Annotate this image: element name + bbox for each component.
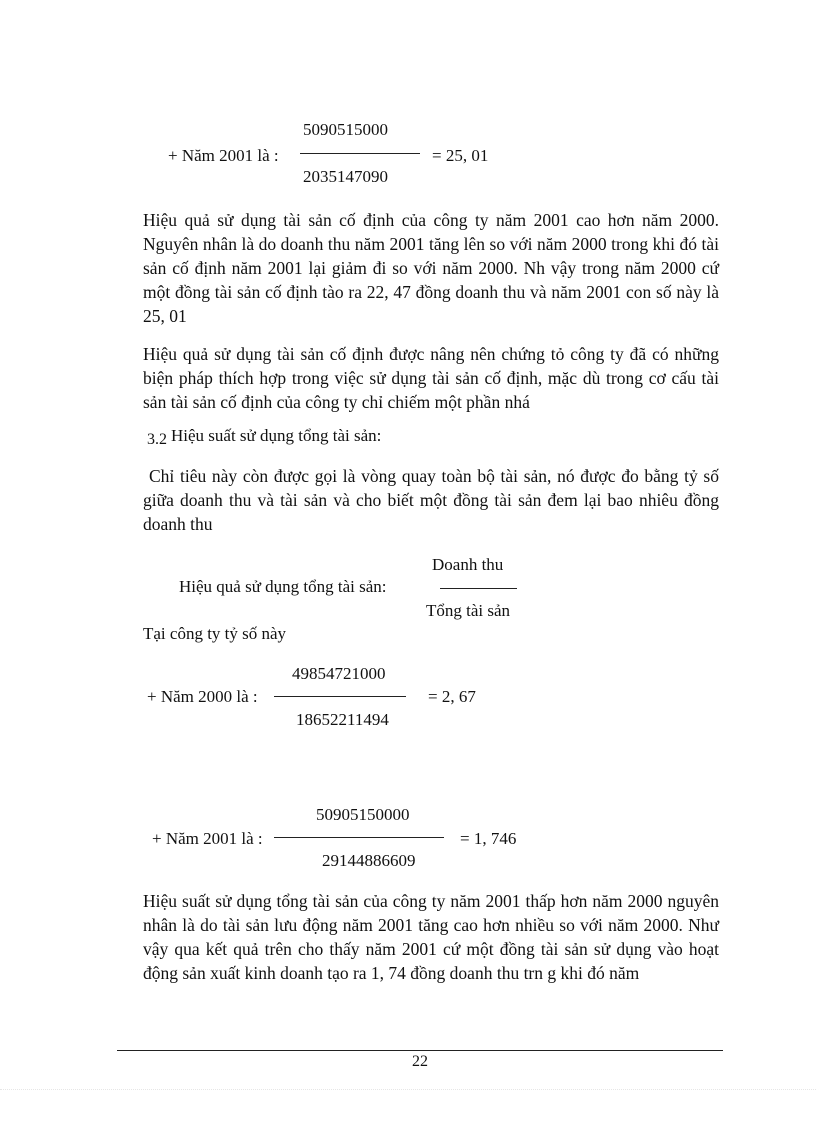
section-number: 3.2 <box>147 431 167 448</box>
formula-label: + Năm 2001 là : <box>168 146 279 165</box>
formula-denominator: 18652211494 <box>296 710 389 729</box>
formula-numerator: 50905150000 <box>316 805 410 824</box>
paragraph-fixed-asset-conclusion: Hiệu quả sử dụng tài sản cố định được nâng nên chứng tỏ công ty đã có những biện pháp thích hợp trong việc sử dụng tài sản cố định, mặc dù trong cơ cấu tài sản tài sản cố định của công ty chỉ chiếm một phần nhá <box>143 344 719 412</box>
fraction-bar <box>274 696 406 697</box>
formula-numerator: 49854721000 <box>292 664 386 683</box>
formula-numerator: Doanh thu <box>432 555 504 574</box>
fraction-bar <box>300 153 420 154</box>
formula-result: = 2, 67 <box>428 687 476 706</box>
section-title: Hiệu suất sử dụng tổng tài sản: <box>171 426 382 445</box>
paragraph-fixed-asset-analysis: Hiệu quả sử dụng tài sản cố định của công ty năm 2001 cao hơn năm 2000. Nguyên nhân là do doanh thu năm 2001 tăng lên so với năm 2000 trong khi đó tài sản cố định năm 2001 lại giảm đi so với năm 2000. Nh vậy trong năm 2000 cứ một đồng tài sản cố định tào ra 22, 47 đồng doanh thu và năm 2001 con số này là 25, 01 <box>143 210 719 326</box>
footer-rule <box>117 1050 723 1051</box>
intro-line: Tại công ty tỷ số này <box>143 624 287 643</box>
formula-label: + Năm 2000 là : <box>147 687 258 706</box>
formula-label: Hiệu quả sử dụng tổng tài sản: <box>179 577 387 596</box>
paragraph-total-asset-definition: Chỉ tiêu này còn được gọi là vòng quay toàn bộ tài sản, nó được đo bằng tỷ số giữa doanh thu và tài sản và cho biết một đồng tài sản đem lại bao nhiêu đồng doanh thu <box>143 466 719 534</box>
section-heading <box>147 426 381 446</box>
page-edge-dots <box>0 1089 816 1090</box>
formula-denominator: Tổng tài sản <box>426 601 511 620</box>
formula-result: = 25, 01 <box>432 146 489 165</box>
page-number: 22 <box>412 1053 428 1070</box>
fraction-bar <box>274 837 444 838</box>
paragraph-total-asset-analysis: Hiệu suất sử dụng tổng tài sản của công ty năm 2001 thấp hơn năm 2000 nguyên nhân là do tài sản lưu động năm 2001 tăng cao hơn nhiều so với năm 2000. Như vậy qua kết quả trên cho thấy năm 2001 cứ một đồng tài sản sử dụng vào hoạt động sản xuất kinh doanh tạo ra 1, 74 đồng doanh thu trn g khi đó năm <box>143 891 719 983</box>
formula-result: = 1, 746 <box>460 829 517 848</box>
formula-denominator: 29144886609 <box>322 851 416 870</box>
formula-denominator: 2035147090 <box>303 167 388 186</box>
fraction-bar <box>440 588 517 589</box>
formula-numerator: 5090515000 <box>303 120 388 139</box>
formula-label: + Năm 2001 là : <box>152 829 263 848</box>
